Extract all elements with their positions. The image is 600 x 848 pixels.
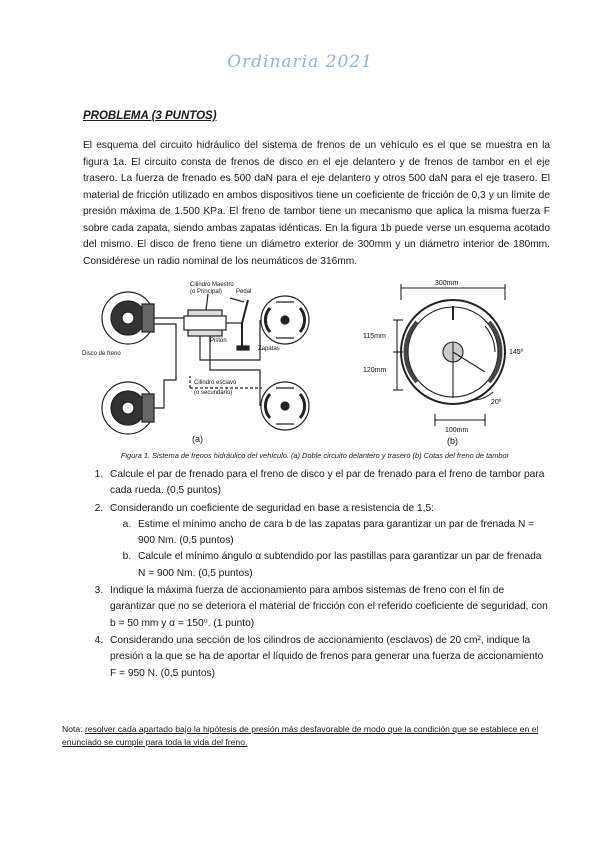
header-title: Ordinaria 2021 xyxy=(227,52,373,72)
question-list xyxy=(80,467,550,682)
question-3 xyxy=(106,583,550,632)
note-text: resolver cada apartado bajo la hipótesis de presión más desfavorable de modo que la condición que se establece en el enunciado se cumple para toda la vida del freno. xyxy=(62,724,539,747)
label-cilindro-esclavo: Cilindro esclavo xyxy=(194,380,237,386)
angle-20: 20º xyxy=(491,399,502,406)
question-2-sublist xyxy=(110,517,550,582)
figure-1a-diagram xyxy=(80,280,325,446)
drum-brake-rear-right xyxy=(261,382,309,430)
question-2a xyxy=(134,517,550,550)
brake-pedal xyxy=(237,300,249,350)
drum-brake-front-right xyxy=(261,296,309,344)
label-pedal: Pedal xyxy=(236,289,252,295)
dim-300mm: 300mm xyxy=(435,280,459,287)
question-2b-text: Calcule el mínimo ángulo α subtendido por las pastillas para garantizar un par de frenada N = 900 Nm. (0,5 puntos) xyxy=(138,551,542,579)
dim-120mm: 120mm xyxy=(363,367,387,374)
figure-1b-diagram xyxy=(335,280,547,446)
question-2b xyxy=(134,549,550,582)
label-piston: Pistón xyxy=(210,338,227,344)
figure-caption: Figura 1. Sistema de frenos hidráulico del vehículo. (a) Doble circuito delantero y trasero (b) Cotas del freno de tambor xyxy=(120,451,510,460)
label-figure-b: (b) xyxy=(447,436,458,446)
question-4-text: Considerando una sección de los cilindros de accionamiento (esclavos) de 20 cm², indique la presión a la que se ha de aportar el líquido de frenos para generar una fuerza de accionamiento F = 950 N. (0,5 puntos) xyxy=(110,634,544,679)
figure-1 xyxy=(80,280,550,446)
question-2 xyxy=(106,501,550,582)
problem-statement: El esquema del circuito hidráulico del sistema de frenos de un vehículo es el que se muestra en la figura 1a. El circuito consta de frenos de disco en el eje delantero y de frenos de tambor en el eje trasero. La fuerza de frenado es 500 daN para el eje delantero y otros 500 daN para el eje trasero. El material de fricción utilizado en ambos dispositivos tiene un coeficiente de fricción de 0,3 y un límite de presión máxima de 1.500 KPa. El freno de tambor tiene un mecanismo que aplica la misma fuerza F sobre cada zapata, siendo ambas zapatas idénticas. En la figura 1b puede verse un esquema acotado del mismo. El disco de freno tiene un diámetro exterior de 300mm y un diámetro interior de 180mm. Considérese un radio nominal de los neumáticos de 316mm. xyxy=(83,140,550,267)
question-2a-text: Estime el mínimo ancho de cara b de las zapatas para garantizar un par de frenada N = 900 Nm. (0,5 puntos) xyxy=(138,518,535,547)
dim-100mm: 100mm xyxy=(445,427,469,434)
question-4 xyxy=(106,633,550,682)
disc-brake-rear-left xyxy=(102,382,154,434)
master-cylinder xyxy=(184,310,242,336)
label-cilindro-maestro: Cilindro Maestro xyxy=(190,282,234,288)
label-secundario: (o secundario) xyxy=(194,390,233,396)
problem-title: PROBLEMA (3 PUNTOS) xyxy=(83,110,217,122)
disc-brake-front-left xyxy=(102,292,154,344)
dim-115mm: 115mm xyxy=(363,333,386,340)
label-figure-a: (a) xyxy=(192,434,203,444)
question-1-text: Calcule el par de frenado para el freno de disco y el par de frenado para el freno de tambor para cada rueda. (0,5 puntos) xyxy=(110,469,545,497)
label-principal: (o Principal) xyxy=(190,289,223,295)
question-1 xyxy=(106,467,550,500)
problem-page xyxy=(80,110,550,683)
angle-145: 145º xyxy=(509,349,524,356)
footnote xyxy=(62,723,552,749)
question-3-text: Indique la máxima fuerza de accionamiento para ambos sistemas de freno con el fin de garantizar que no se deteriora el material de fricción con el referido coeficiente de seguridad, con b = 50 mm y α = 150⁰. (1 punto) xyxy=(110,585,548,629)
question-2-text: Considerando un coeficiente de seguridad en base a resistencia de 1,5: xyxy=(110,502,434,514)
note-label: Nota: xyxy=(62,724,85,734)
label-disco: Disco de freno xyxy=(82,351,121,357)
label-zapatas: Zapatas xyxy=(258,346,280,352)
